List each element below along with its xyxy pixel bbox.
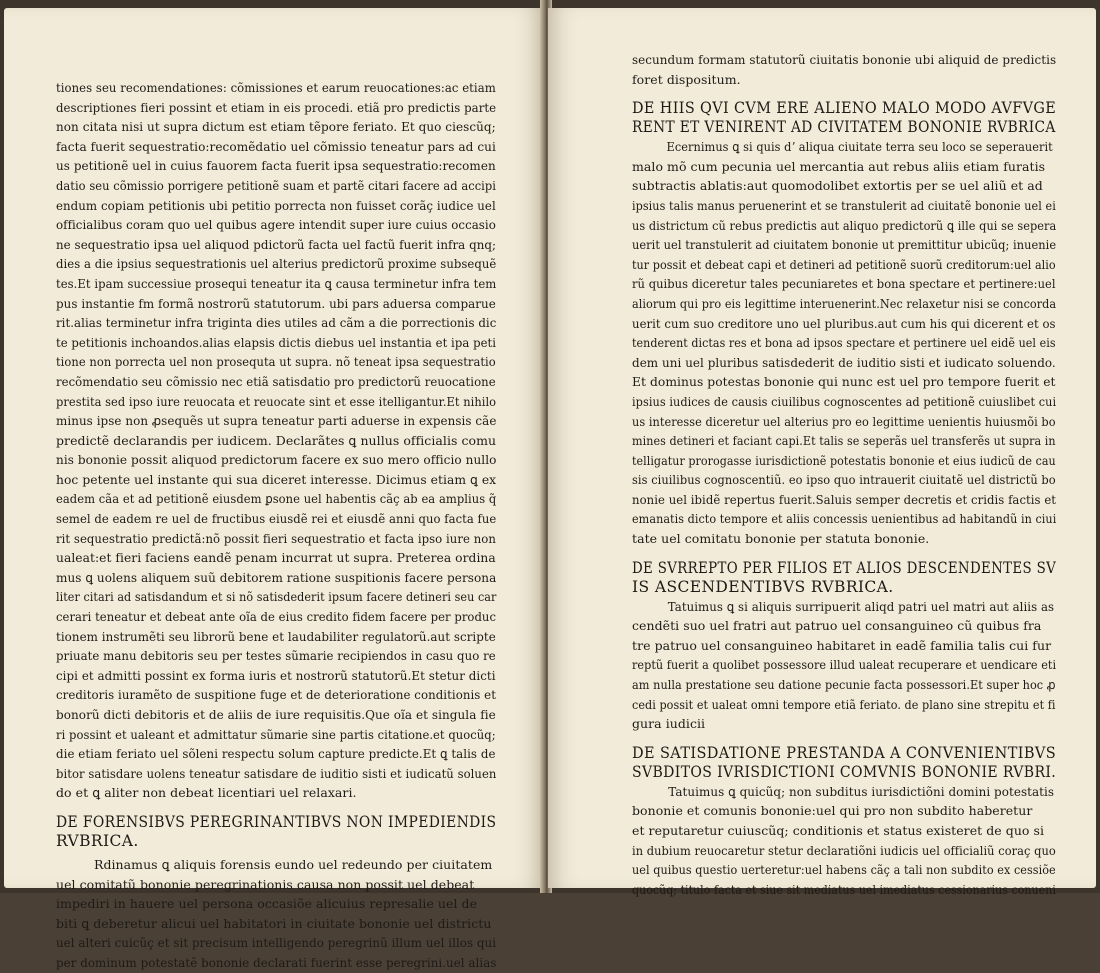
text-line: officialibus coram quo uel quibus agere intendit super iure cuius occasio <box>56 217 496 233</box>
text-line: creditoris iuramẽto de suspitione fuge et de deterioratione conditionis et <box>56 687 496 703</box>
text-line: rit sequestratio predictã:nõ possit fieri sequestratio et facta ipso iure non <box>56 530 496 546</box>
text-line: uel comitatũ bononie peregrinationis causa non possit uel debeat <box>56 876 475 892</box>
right-text-column <box>632 50 1056 899</box>
text-line: Rdinamus ꝗ aliquis forensis eundo uel redeundo per ciuitatem <box>94 856 493 872</box>
text-line: cerari teneatur et debeat ante oĩa de eius credito fidem facere per produc <box>56 609 496 625</box>
section-heading: DE SVRREPTO PER FILIOS ET ALIOS DESCENDENTES SV <box>632 558 1057 577</box>
text-line: us interesse diceretur uel alterius pro eo legittime uenientis huiusmõi bo <box>632 413 1056 429</box>
section-heading: DE FORENSIBVS PEREGRINANTIBVS NON IMPEDIENDIS <box>56 812 497 831</box>
text-line: ipsius talis manus peruenerint et se transtulerit ad ciuitatẽ bononie uel ei <box>632 197 1056 213</box>
text-line: us petitionẽ uel in cuius fauorem facta fuerit ipsa sequestratio:recomen <box>56 158 496 174</box>
section-heading: IS ASCENDENTIBVS RVBRICA. <box>632 577 894 596</box>
text-line: recõmendatio seu cõmissio nec etiã satisdatio pro predictorũ reuocatione <box>56 373 496 389</box>
text-line: non citata nisi ut supra dictum est etiam tẽpore feriato. Et quo ciescũq; <box>56 119 496 135</box>
section-heading: DE SATISDATIONE PRESTANDA A CONVENIENTIBVS <box>632 743 1057 762</box>
text-line: ri possint et ualeant et admittatur sũmarie sine partis citatione.et quocũq; <box>56 726 496 742</box>
text-line: die etiam feriato uel sõleni respectu solum capture predicte.Et ꝗ talis de <box>56 746 496 762</box>
text-line: Tatuimus ꝗ quicũq; non subditus iurisdictiõni domini potestatis <box>668 783 1055 799</box>
left-text-column <box>56 78 496 973</box>
section-heading: SVBDITOS IVRISDICTIONI COMVNIS BONONIE RVBRI. <box>632 762 1057 781</box>
text-line: tionem instrumẽti seu librorũ bene et laudabiliter regulatorũ.aut scripte <box>56 628 496 644</box>
text-line: uel quibus questio uerteretur:uel habens cãç a tali non subdito ex cessiõe <box>632 862 1056 878</box>
text-line: eadem cãa et ad petitionẽ eiusdem ꝑsone uel habentis cãç ab ea amplius q̃ <box>56 491 497 507</box>
section-spacer <box>632 549 1056 559</box>
text-line: rit.alias terminetur infra triginta dies utiles ad cãm a die porrectionis dic <box>56 315 497 331</box>
text-line: tenderent dictas res et bona ad ipsos spectare et pertinere uel eidẽ uel eis <box>632 335 1056 351</box>
text-line: cedi possit et ualeat omni tempore etiã feriato. de plano sine strepitu et fi <box>632 696 1056 712</box>
text-line: te petitionis inchoandos.alias elapsis dictis diebus uel instantia et ipa peti <box>56 334 497 350</box>
text-line: liter citari ad satisdandum et si nõ satisdederit ipsum facere detineri seu car <box>56 589 497 605</box>
text-line: dies a die ipsius sequestrationis uel alterius predictorũ proxime subsequẽ <box>56 256 497 272</box>
section-spacer <box>632 734 1056 744</box>
text-line: ipsius iudices de causis ciuilibus cognoscentes ad petitionẽ cuiuslibet cui <box>632 393 1057 409</box>
text-line: predictẽ declarandis per iudicem. Declarãtes ꝗ nullus officialis comu <box>56 432 497 448</box>
text-line: emanatis dicto tempore et aliis concessis uenientibus ad habitandũ in ciui <box>632 511 1057 527</box>
text-line: nis bononie possit aliquod predictorum facere ex suo mero officio nullo <box>56 452 497 468</box>
section-heading: RVBRICA. <box>56 831 139 850</box>
text-line: endum copiam petitionis ubi petitio porrecta non fuisset corãç iudice uel <box>56 197 496 213</box>
text-line: datio seu cõmissio porrigere petitionẽ suam et partẽ citari facere ad accipi <box>56 177 497 193</box>
text-line: reptũ fuerit a quolibet possessore illud ualeat recuperare et uendicare eti <box>632 657 1057 673</box>
text-line: ualeat:et fieri faciens eandẽ penam incurrat ut supra. Preterea ordina <box>56 550 496 566</box>
text-line: bononie et comunis bononie:uel qui pro non subdito haberetur <box>632 803 1033 819</box>
section-spacer <box>632 89 1056 99</box>
text-line: tes.Et ipam successiue prosequi teneatur ita ꝗ causa terminetur infra tem <box>56 275 497 291</box>
text-line: per dominum potestatẽ bononie declarati fuerint esse peregrini.uel alias <box>56 954 497 970</box>
text-line: am nulla prestatione seu datione pecunie facta possessori.Et super hoc ꝓ <box>632 677 1056 693</box>
text-line: mus ꝗ uolens aliquem suũ debitorem ratione suspitionis facere persona <box>56 569 497 585</box>
text-line: pus instantie fm formã nostrorũ statutorum. ubi pars aduersa comparue <box>56 295 496 311</box>
text-line: tione non porrecta uel non prosequta ut supra. nõ teneat ipsa sequestratio <box>56 354 496 370</box>
text-line: malo mõ cum pecunia uel mercantia aut rebus aliis etiam furatis <box>632 158 1046 174</box>
text-line: ne sequestratio ipsa uel aliquod pdictorũ facta uel factũ fuerit infra qnq; <box>56 236 497 252</box>
text-line: foret dispositum. <box>632 71 741 87</box>
text-line: impediri in hauere uel persona occasiõe alicuius represalie uel de <box>56 896 478 912</box>
text-line: prestita sed ipso iure reuocata et reuocate sint et esse itelligantur.Et nihilo <box>56 393 497 409</box>
text-line: quocũq; titulo facta et siue sit mediatus uel imediatus cessionarius conueni <box>632 881 1056 897</box>
section-spacer <box>56 803 496 813</box>
text-line: tur possit et debeat capi et detineri ad petitionẽ suorũ creditorum:uel alio <box>632 256 1056 272</box>
text-line: bitor satisdare uolens teneatur satisdare de iuditio sisti et iudicatũ soluen <box>56 765 497 781</box>
text-line: uel alteri cuicũç et sit precisum intelligendo peregrinũ illum uel illos qui <box>56 935 497 951</box>
text-line: descriptiones fieri possint et etiam in eis procedi. etiã pro predictis parte <box>56 99 497 115</box>
text-line: gura iudicii <box>632 716 706 732</box>
text-line: tre patruo uel consanguineo habitaret in eadẽ familia talis cui fur <box>632 637 1052 653</box>
text-line: tiones seu recomendationes: cõmissiones et earum reuocationes:ac etiam <box>56 80 496 95</box>
section-heading: RENT ET VENIRENT AD CIVITATEM BONONIE RVBRICA <box>632 118 1056 137</box>
text-line: facta fuerit sequestratio:recomẽdatio uel cõmissio teneatur pars ad cui <box>56 138 496 154</box>
text-line: priuate manu debitoris seu per testes sũmarie recipiendos in casu quo re <box>56 648 496 664</box>
left-page <box>4 8 544 970</box>
text-line: in dubium reuocaretur stetur declaratiõni iudicis uel officialiũ coraç quo <box>632 842 1056 858</box>
text-line: sis ciuilibus cognoscentiũ. eo ipso quo intrauerit ciuitatẽ uel districtũ bo <box>632 472 1056 488</box>
text-line: us districtum cũ rebus predictis aut aliquo predictorũ ꝗ ille qui se sepera <box>632 217 1057 233</box>
text-line: aliorum qui pro eis legittime interuenerint.Nec relaxetur nisi se concorda <box>632 295 1057 311</box>
text-line: biti ꝗ deberetur alicui uel habitatori in ciuitate bononie uel districtu <box>56 915 492 931</box>
text-line: tate uel comitatu bononie per statuta bononie. <box>632 531 930 547</box>
text-line: telligatur prorogasse iurisdictionẽ potestatis bononie et eius iudicũ de cau <box>632 452 1056 468</box>
text-line: mines detineri et faciant capi.Et talis se seperãs uel transferẽs ut supra in <box>632 433 1056 449</box>
text-line: dem uni uel pluribus satisdederit de iuditio sisti et iudicato soluendo. <box>632 354 1056 370</box>
text-line: hoc petente uel instante qui sua diceret interesse. Dicimus etiam ꝗ ex <box>56 471 497 487</box>
text-line: do et ꝗ aliter non debeat licentiari uel relaxari. <box>56 785 357 801</box>
text-line: et reputaretur cuiuscũq; conditionis et status existeret de quo si <box>632 823 1045 838</box>
text-line: subtractis ablatis:aut quomodolibet extortis per se uel aliũ et ad <box>632 178 1043 194</box>
text-line: semel de eadem re uel de fructibus eiusdẽ rei et eiusdẽ anni quo facta fue <box>56 511 497 527</box>
text-line: Tatuimus ꝗ si aliquis surripuerit aliqd patri uel matri aut aliis as <box>667 598 1055 614</box>
text-line: cipi et admitti possint ex forma iuris et nostrorũ statutorũ.Et stetur dicti <box>56 667 496 683</box>
text-line: bonorũ dicti debitoris et de aliis de iure requisitis.Que oĩa et singula fie <box>56 707 496 722</box>
text-line: Et dominus potestas bononie qui nunc est uel pro tempore fuerit et <box>632 374 1056 390</box>
text-line: nonie uel ibidẽ repertus fuerit.Saluis semper decretis et cridis factis et <box>632 491 1057 507</box>
text-line: Ecernimus ꝗ si quis dʼ aliqua ciuitate terra seu loco se seperauerit <box>666 139 1053 155</box>
right-page <box>548 8 1096 897</box>
section-heading: DE HIIS QVI CVM ERE ALIENO MALO MODO AVFVGE <box>632 99 1057 118</box>
text-line: uerit uel transtulerit ad ciuitatem bononie ut premittitur ubicũq; inuenie <box>632 237 1057 253</box>
text-line: cendẽti suo uel fratri aut patruo uel consanguineo cũ quibus fra <box>632 618 1042 634</box>
text-line: uerit cum suo creditore uno uel pluribus.aut cum his qui dicerent et os <box>632 315 1056 331</box>
text-line: rũ quibus diceretur tales pecuniaretes et bona spectare et pertinere:uel <box>632 276 1056 292</box>
text-line: minus ipse non ꝓsequẽs ut supra teneatur parti aduerse in expensis cãe <box>56 413 497 429</box>
text-line: secundum formam statutorũ ciuitatis bononie ubi aliquid de predictis <box>632 52 1057 67</box>
